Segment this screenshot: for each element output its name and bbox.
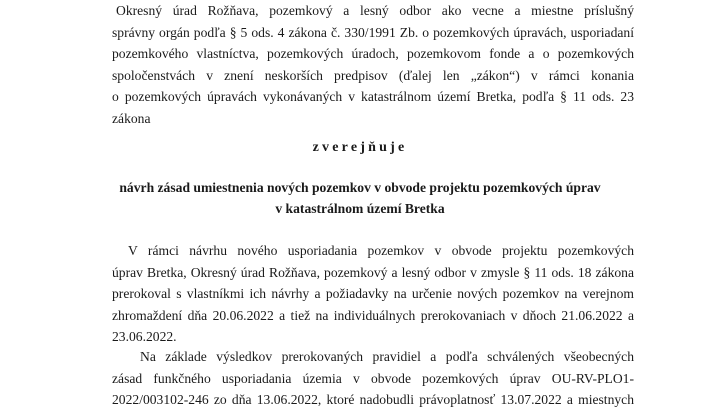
intro-line-4: spoločenstvách v znení neskorších predpisov (ďalej len „zákon“) v rámci konania [112, 67, 634, 83]
negotiation-paragraph [112, 240, 634, 348]
negotiation-line-3: prerokoval s vlastníkmi ich návrhy a požiadavky na určenie nových pozemkov na verejnom [112, 286, 634, 301]
intro-line-1: Okresný úrad Rožňava, pozemkový a lesný odbor ako vecne a miestne príslušný [116, 3, 634, 18]
intro-paragraph [112, 0, 634, 129]
subheading-line-2: v katastrálnom území Bretka [275, 201, 445, 216]
results-line-3: 2022/003102-246 zo dňa 13.06.2022, ktoré nadobudli právoplatnosť 13.07.2022 a miestnych [112, 392, 634, 407]
results-line-2: zásad funkčného usporiadania územia v obvode pozemkových úprav OU-RV-PLO1- [112, 370, 634, 386]
results-paragraph [112, 346, 634, 411]
results-line-1: Na základe výsledkov prerokovaných pravidiel a podľa schválených všeobecných [140, 349, 634, 364]
subheading-line-1: návrh zásad umiestnenia nových pozemkov v obvode projektu pozemkových úprav [119, 180, 601, 195]
intro-line-2: správny orgán podľa § 5 ods. 4 zákona č. 330/1991 Zb. o pozemkových úpravách, usporiadaní [112, 24, 634, 40]
intro-line-6: zákona [112, 110, 151, 126]
announcement-subheading [0, 177, 720, 219]
negotiation-line-2: úprav Bretka, Okresný úrad Rožňava, pozemkový a lesný odbor v zmysle § 11 ods. 18 zákona [112, 264, 634, 280]
intro-line-5: o pozemkových úpravách vykonávaných v katastrálnom území Bretka, podľa § 11 ods. 23 [112, 89, 634, 104]
intro-line-3: pozemkového vlastníctva, pozemkových úradoch, pozemkovom fonde a o pozemkových [112, 46, 634, 61]
negotiation-line-5: 23.06.2022. [112, 329, 177, 344]
negotiation-line-1: V rámci návrhu nového usporiadania pozemkov v obvode projektu pozemkových [128, 243, 634, 258]
announcement-heading: zverejňuje [312, 140, 408, 155]
negotiation-line-4: zhromaždení dňa 20.06.2022 a tiež na individuálnych prerokovaniach v dňoch 21.06.2022 a [112, 307, 634, 323]
